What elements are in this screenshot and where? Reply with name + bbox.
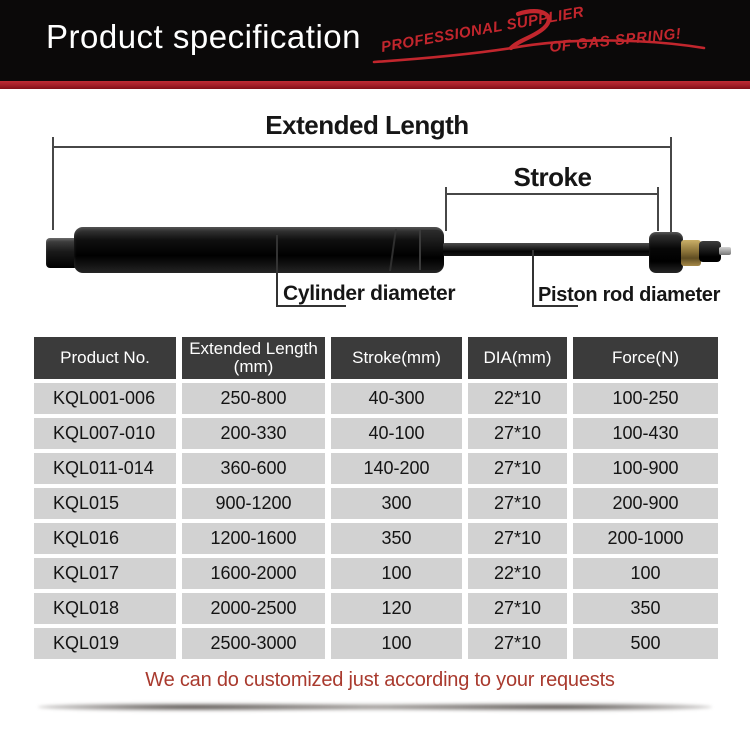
table-cell: 100-250 — [573, 383, 718, 414]
table-cell: KQL007-010 — [34, 418, 176, 449]
extended-length-line — [52, 146, 672, 148]
rod-end-flange — [649, 232, 683, 273]
column-header-stroke — [331, 337, 462, 379]
table-cell: 100 — [573, 558, 718, 589]
tagline-right: OF GAS SPRING! — [548, 25, 683, 56]
page-title: Product specification — [46, 18, 361, 55]
stroke-tick-left — [445, 187, 447, 231]
extended-length-tick-left — [52, 137, 54, 230]
table-cell: 120 — [331, 593, 462, 624]
table-cell: 360-600 — [182, 453, 325, 484]
header-banner — [0, 0, 750, 81]
table-cell: KQL017 — [34, 558, 176, 589]
table-cell: KQL019 — [34, 628, 176, 659]
table-cell: 2000-2500 — [182, 593, 325, 624]
tagline-left: PROFESSIONAL SUPPLIER — [379, 3, 586, 56]
bottom-shadow — [38, 701, 712, 713]
extended-length-tick-right — [670, 137, 672, 233]
table-header-row — [34, 337, 718, 379]
stroke-label: Stroke — [513, 162, 592, 192]
table-cell: 500 — [573, 628, 718, 659]
spec-table — [34, 337, 718, 659]
column-header-dia — [468, 337, 567, 379]
piston-rod-diameter-label: Piston rod diameter — [538, 284, 721, 306]
table-cell: 40-100 — [331, 418, 462, 449]
table-body — [34, 383, 718, 659]
cylinder-end-cap — [419, 230, 444, 270]
piston-rod-leader-v — [532, 250, 534, 307]
table-cell: 350 — [573, 593, 718, 624]
table-cell: 100 — [331, 558, 462, 589]
extended-length-label: Extended Length — [265, 110, 469, 140]
stroke-line — [445, 193, 659, 195]
table-cell: 100 — [331, 628, 462, 659]
column-header-text: Force(N) — [611, 347, 680, 367]
table-cell: 100-900 — [573, 453, 718, 484]
table-cell: 22*10 — [468, 558, 567, 589]
table-cell: 200-900 — [573, 488, 718, 519]
column-header-text: Stroke(mm) — [352, 347, 441, 367]
table-cell: 22*10 — [468, 383, 567, 414]
table-cell: KQL001-006 — [34, 383, 176, 414]
table-cell: 1600-2000 — [182, 558, 325, 589]
cylinder-diameter-label: Cylinder diameter — [283, 282, 456, 305]
swoosh-decoration — [368, 2, 728, 78]
column-header-text: DIA(mm) — [483, 347, 552, 367]
table-cell: 27*10 — [468, 418, 567, 449]
table-cell: 200-1000 — [573, 523, 718, 554]
rod-end-brass-nut — [681, 240, 701, 266]
table-cell: 27*10 — [468, 593, 567, 624]
column-header-force — [573, 337, 718, 379]
table-cell: 40-300 — [331, 383, 462, 414]
red-accent-stripe — [0, 81, 750, 89]
stroke-tick-right — [657, 187, 659, 231]
gas-spring-piston-rod — [443, 243, 653, 256]
table-cell: 27*10 — [468, 628, 567, 659]
rod-end-tip — [699, 241, 721, 262]
table-cell: 250-800 — [182, 383, 325, 414]
rod-end-pin — [719, 247, 731, 255]
cylinder-diameter-leader-v — [276, 235, 278, 307]
table-cell: 2500-3000 — [182, 628, 325, 659]
table-cell: KQL015 — [34, 488, 176, 519]
table-cell: KQL011-014 — [34, 453, 176, 484]
column-header-text: Product No. — [60, 347, 150, 367]
table-cell: 200-330 — [182, 418, 325, 449]
table-cell: 27*10 — [468, 453, 567, 484]
table-cell: 900-1200 — [182, 488, 325, 519]
gas-spring-cylinder — [74, 227, 444, 273]
table-cell: KQL018 — [34, 593, 176, 624]
table-cell: 300 — [331, 488, 462, 519]
column-header-unit: (mm) — [233, 357, 274, 376]
table-cell: 140-200 — [331, 453, 462, 484]
column-header-extended-length — [182, 337, 325, 379]
customization-note: We can do customized just according to your requests — [145, 669, 615, 691]
table-cell: KQL016 — [34, 523, 176, 554]
table-cell: 1200-1600 — [182, 523, 325, 554]
table-cell: 350 — [331, 523, 462, 554]
table-cell: 100-430 — [573, 418, 718, 449]
cylinder-seam — [389, 229, 397, 271]
table-cell: 27*10 — [468, 488, 567, 519]
column-header-text: Extended Length — [189, 338, 318, 358]
column-header-product-no — [34, 337, 176, 379]
table-cell: 27*10 — [468, 523, 567, 554]
